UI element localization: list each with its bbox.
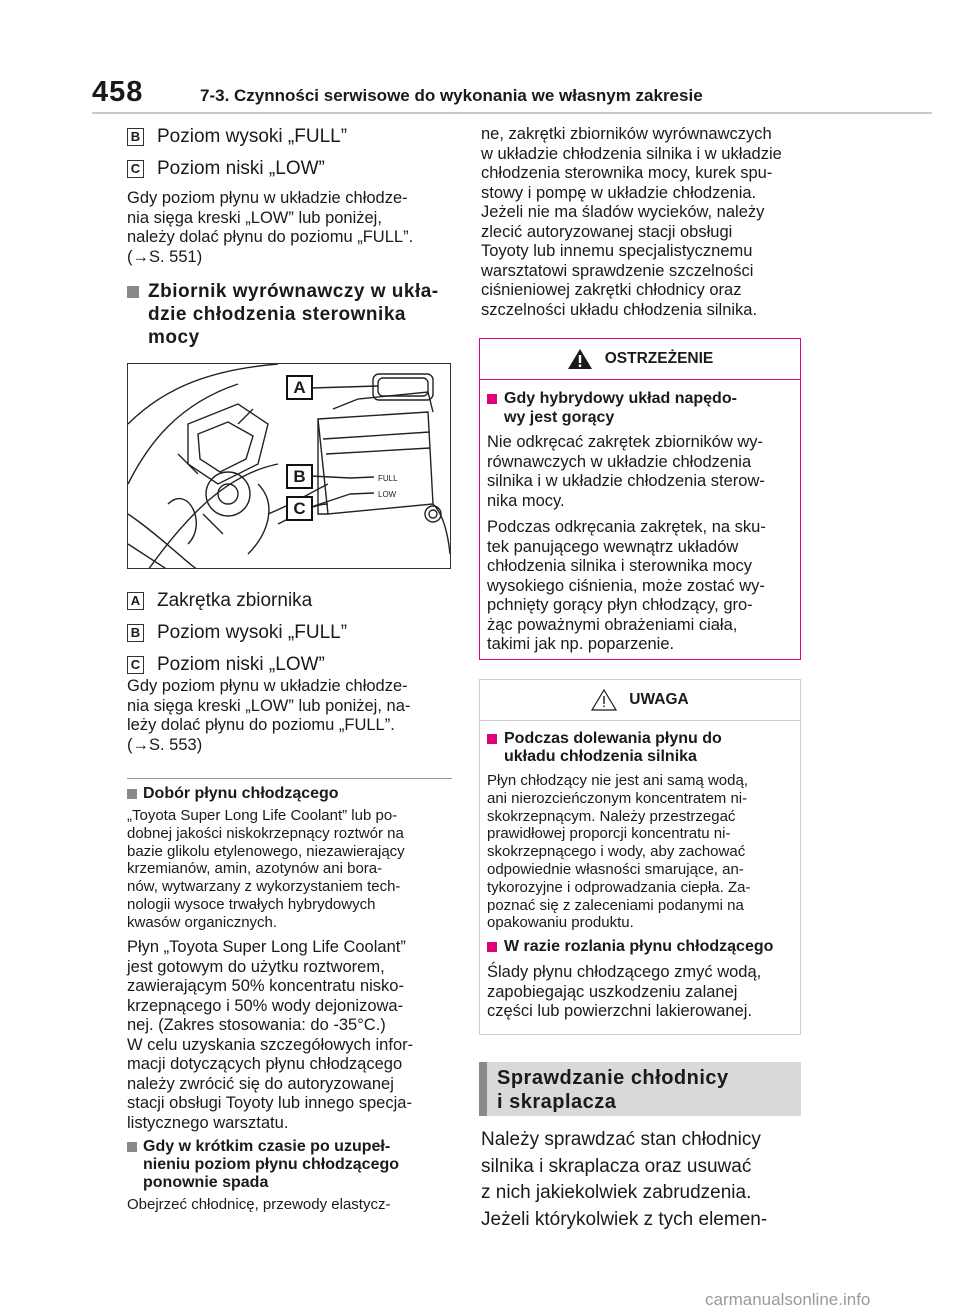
text-line: nej. (Zakres stosowania: do -35°C.): [127, 1016, 386, 1034]
section-title-line: Sprawdzanie chłodnicy: [497, 1067, 729, 1089]
text-line: krzepnącego i 50% wody dejonizowa-: [127, 996, 404, 1015]
text-line: Jeżeli nie ma śladów wycieków, należy: [481, 203, 765, 221]
text-line: ciśnieniowej zakrętki chłodnicy oraz: [481, 281, 742, 299]
warning-paragraph-2: [487, 518, 794, 655]
square-bullet-icon: [127, 789, 137, 799]
text-line: skokrzepnącego i wody, aby zachować: [487, 843, 746, 861]
text-line: Podczas odkręcania zakrętek, na sku-: [487, 518, 766, 536]
watermark: carmanualsonline.info: [705, 1290, 871, 1309]
warning-title: OSTRZEŻENIE: [604, 350, 714, 367]
text-line: Płyn „Toyota Super Long Life Coolant”: [127, 938, 406, 956]
text-line: macji dotyczących płynu chłodzącego: [127, 1055, 403, 1073]
notice-box: [479, 679, 801, 1035]
list-item: [127, 621, 452, 645]
text-line: tek panującego wewnątrz układów: [487, 537, 739, 556]
label-b-icon: B: [127, 624, 144, 642]
heading-line: wy jest gorący: [504, 408, 615, 426]
text-line: tykorozyjne i odprowadzania ciepła. Za-: [487, 878, 751, 896]
text-line: w układzie chłodzenia silnika i w układzie: [481, 144, 782, 163]
text-line: skokrzepnącym. Należy przestrzegać: [487, 807, 736, 825]
list-item: [127, 589, 452, 613]
text-line: części lub powierzchni lakierowanej.: [487, 1002, 753, 1021]
subheading-line: Gdy w krótkim czasie po uzupeł-: [143, 1138, 391, 1155]
square-bullet-icon: [487, 942, 497, 952]
text-line: równawczych w układzie chłodzenia: [487, 452, 752, 471]
text-line: stowy i pompę w układzie chłodzenia.: [481, 183, 757, 202]
section-title-line: i skraplacza: [497, 1091, 617, 1113]
warning-triangle-icon: [567, 348, 593, 370]
notice-paragraph-1: [487, 772, 794, 932]
text-line: Obejrzeć chłodnicę, przewody elastycz-: [127, 1196, 391, 1213]
text-line: „Toyota Super Long Life Coolant” lub po-: [127, 807, 398, 824]
subheading-text: Dobór płynu chłodzącego: [143, 785, 339, 802]
text-line: takimi jak np. poparzenie.: [487, 635, 675, 653]
list-item: [127, 125, 452, 149]
text-line: zlecić autoryzowanej stacji obsługi: [481, 222, 733, 241]
heading-line: Gdy hybrydowy układ napędo-: [504, 390, 737, 407]
left-top-items: [127, 125, 452, 189]
low-mark: LOW: [378, 490, 397, 499]
heading-line: Zbiornik wyrównawczy w ukła-: [148, 281, 439, 302]
text-line: należy zwrócić się do autoryzowanej: [127, 1074, 394, 1093]
notice-header: [480, 680, 800, 721]
text-line: zapobiegając uszkodzeniu zalanej: [487, 982, 738, 1001]
subheading-line: nieniu poziom płynu chłodzącego: [143, 1156, 400, 1173]
text-line: warsztatowi sprawdzenie szczelności: [481, 261, 754, 280]
text-line: chłodzenia sterownika mocy, kurek spu-: [481, 164, 773, 182]
text-line: listycznego warsztatu.: [127, 1113, 289, 1132]
item-text: Poziom wysoki „FULL”: [157, 126, 348, 147]
chapter-title: 7-3. Czynności serwisowe do wykonania we własnym zakresie: [200, 86, 703, 105]
list-item: [127, 157, 452, 181]
text-line: z nich jakiekolwiek zabrudzenia.: [481, 1182, 752, 1203]
text-line: bazie glikolu etylenowego, niezawierający: [127, 842, 405, 860]
square-bullet-icon: [127, 1142, 137, 1152]
text-line: ne, zakrętki zbiorników wyrównawczych: [481, 125, 772, 143]
paragraph-continued: [481, 125, 803, 320]
item-text: Poziom wysoki „FULL”: [157, 622, 348, 643]
text-line: silnika i skraplacza oraz usuwać: [481, 1155, 752, 1177]
paragraph-coolant-2: [127, 938, 452, 1133]
text-line: pchnięty gorący płyn chłodzący, gro-: [487, 596, 753, 614]
heading-line: układu chłodzenia silnika: [504, 748, 697, 765]
text-line: wysokiego ciśnienia, może zostać wy-: [487, 576, 765, 595]
warning-paragraph-1: [487, 433, 794, 511]
text-line: nika mocy.: [487, 491, 565, 510]
label-a-icon: A: [127, 592, 144, 610]
paragraph-radiator: [481, 1127, 803, 1233]
text-line: żąc poważnymi obrażeniami ciała,: [487, 615, 738, 634]
warning-heading: [487, 390, 794, 427]
text-line: nia sięga kreski „LOW” lub poniżej,: [127, 208, 382, 227]
notice-heading-1: [487, 730, 794, 766]
paragraph-inspect: [127, 1196, 452, 1214]
subheading-line: ponownie spada: [143, 1174, 269, 1191]
heading-line: mocy: [148, 327, 200, 348]
item-text: Poziom niski „LOW”: [157, 654, 325, 675]
text-line: Należy sprawdzać stan chłodnicy: [481, 1129, 761, 1150]
text-line: nologii wysoce trwałych hybrydowych: [127, 895, 376, 913]
text-line: Gdy poziom płynu w układzie chłodze-: [127, 677, 408, 695]
legend-items: [127, 589, 452, 685]
text-line: stacji obsługi Toyoty lub innego specja-: [127, 1094, 412, 1112]
callout-b: B: [286, 464, 313, 489]
callout-c: C: [286, 496, 313, 521]
callout-a: A: [286, 375, 313, 400]
square-bullet-icon: [487, 734, 497, 744]
square-bullet-icon: [127, 286, 139, 298]
square-bullet-icon: [487, 394, 497, 404]
section-title: [479, 1062, 801, 1116]
paragraph-level-info: [127, 189, 452, 267]
text-line: nów, wytwarzany z wykorzystaniem tech-: [127, 878, 401, 896]
warning-box: [479, 338, 801, 660]
page-number: 458: [92, 76, 144, 108]
text-line: prawidłowej proporcji koncentratu ni-: [487, 825, 731, 843]
text-line: nia sięga kreski „LOW” lub poniżej, na-: [127, 696, 411, 715]
label-c-icon: C: [127, 656, 144, 674]
item-text: Zakrętka zbiornika: [157, 590, 313, 611]
full-mark: FULL: [378, 474, 398, 483]
text-line: szczelności układu chłodzenia silnika.: [481, 300, 758, 319]
item-text: Poziom niski „LOW”: [157, 158, 325, 179]
text-line: dobnej jakości niskokrzepnący roztwór na: [127, 824, 404, 842]
text-line: Gdy poziom płynu w układzie chłodze-: [127, 189, 408, 207]
text-line: Nie odkręcać zakrętek zbiorników wy-: [487, 433, 764, 451]
notice-heading-2: [487, 938, 794, 956]
subheading-drop: [127, 1138, 452, 1192]
engine-bay-illustration: [127, 363, 451, 569]
text-line: krzemianów, amin, azotynów ani bora-: [127, 860, 383, 878]
text-line: kwasów organicznych.: [127, 913, 278, 931]
text-line: jest gotowym do użytku roztworem,: [127, 957, 385, 976]
subheading-coolant: [127, 785, 452, 803]
notice-title: UWAGA: [629, 691, 689, 708]
text-line: (→S. 551): [127, 247, 203, 266]
text-line: Płyn chłodzący nie jest ani samą wodą,: [487, 772, 748, 789]
label-c-icon: C: [127, 160, 144, 178]
section-divider: [127, 778, 452, 779]
caution-triangle-icon: [591, 689, 617, 711]
text-line: zawierającym 50% koncentratu nisko-: [127, 977, 404, 995]
text-line: chłodzenia silnika i sterownika mocy: [487, 557, 753, 575]
text-line: poznać się z zaleceniami podanymi na: [487, 896, 744, 914]
text-line: należy dolać płynu do poziomu „FULL”.: [127, 228, 414, 246]
text-line: Jeżeli którykolwiek z tych elemen-: [481, 1208, 768, 1230]
section-heading: [127, 280, 452, 349]
text-line: opakowaniu produktu.: [487, 914, 634, 932]
paragraph-coolant: [127, 807, 452, 932]
notice-paragraph-2: [487, 963, 794, 1022]
text-line: odpowiednie własności smarujące, an-: [487, 860, 744, 878]
paragraph-level-info-2: [127, 677, 452, 755]
text-line: Ślady płynu chłodzącego zmyć wodą,: [487, 963, 762, 982]
text-line: Toyoty lub innemu specjalistycznemu: [481, 242, 753, 260]
heading-line: dzie chłodzenia sterownika: [148, 304, 406, 325]
text-line: silnika i w układzie chłodzenia sterow-: [487, 472, 765, 490]
warning-header: [480, 339, 800, 380]
text-line: ani nierozcieńczonym koncentratem ni-: [487, 789, 748, 807]
text-line: W celu uzyskania szczegółowych infor-: [127, 1035, 414, 1054]
header-divider: [92, 112, 932, 114]
list-item: [127, 653, 452, 677]
text-line: (→S. 553): [127, 735, 203, 754]
label-b-icon: B: [127, 128, 144, 146]
text-line: leży dolać płynu do poziomu „FULL”.: [127, 716, 395, 734]
heading-line: Podczas dolewania płynu do: [504, 730, 722, 747]
heading-line: W razie rozlania płynu chłodzącego: [504, 938, 774, 956]
